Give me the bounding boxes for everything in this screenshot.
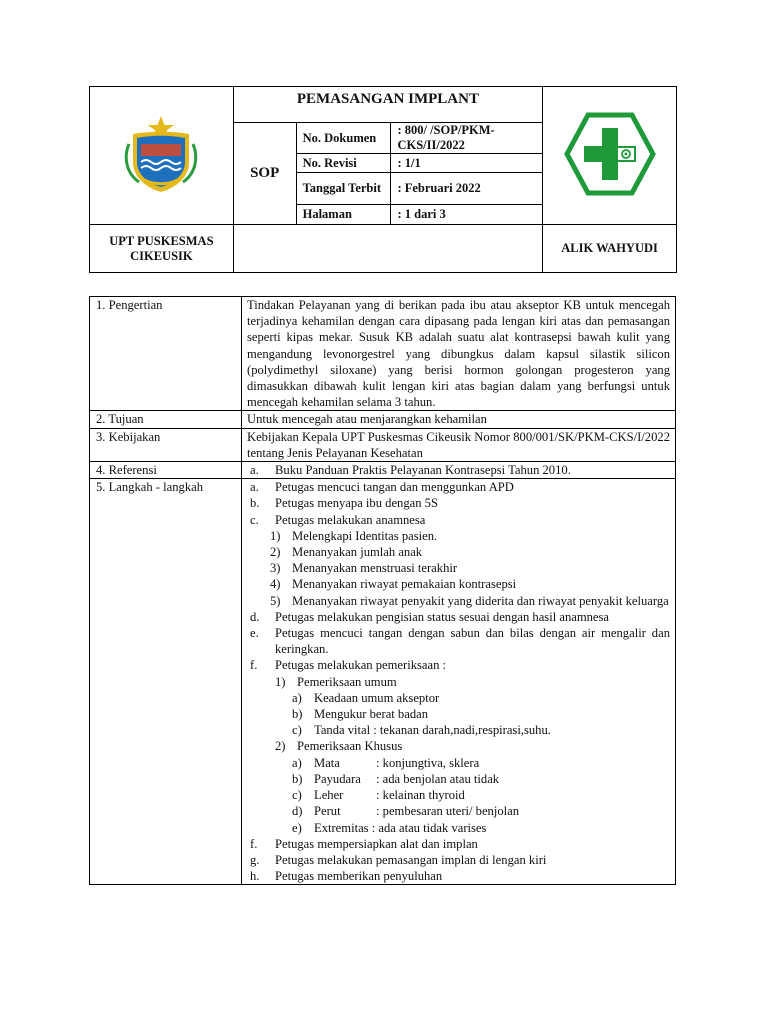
list-item — [247, 657, 670, 673]
list-item — [247, 738, 670, 754]
list-text: Menanyakan menstruasi terakhir — [292, 561, 458, 576]
district-crest-icon — [119, 114, 203, 194]
exam-value: : konjungtiva, sklera — [376, 755, 480, 770]
list-item — [247, 462, 670, 478]
exam-name: Perut — [314, 804, 341, 819]
list-item — [247, 690, 670, 706]
list-item — [247, 544, 670, 560]
row-tujuan — [90, 411, 676, 428]
list-text: Menanyakan jumlah anak — [292, 545, 423, 560]
list-item — [247, 852, 670, 868]
list-item — [247, 820, 670, 836]
list-text: Petugas melakukan pemasangan implan di lengan kiri — [275, 852, 547, 867]
right-logo-cell — [543, 87, 677, 225]
row-kebijakan — [90, 428, 676, 461]
list-item — [247, 609, 670, 625]
list-label: 5) — [270, 593, 281, 608]
row-key-langkah: 5. Langkah - langkah — [90, 479, 242, 885]
list-label: 2) — [275, 739, 286, 754]
puskesmas-cross-logo-icon — [564, 111, 656, 197]
list-item — [247, 512, 670, 528]
list-item — [247, 593, 670, 609]
list-item — [247, 479, 670, 495]
list-text: Buku Panduan Praktis Pelayanan Kontrasepsi Tahun 2010. — [275, 463, 571, 478]
list-item — [247, 771, 670, 787]
list-text: Petugas mempersiapkan alat dan implan — [275, 836, 478, 851]
list-text: Menanyakan riwayat penyakit yang diderita dan riwayat penyakit keluarga — [292, 593, 669, 608]
meta-key-no-dokumen: No. Dokumen — [296, 123, 391, 154]
list-label: b) — [292, 771, 303, 786]
list-item — [247, 836, 670, 852]
left-logo-cell — [90, 87, 234, 225]
blank-cell — [233, 225, 542, 273]
meta-value-no-dokumen: : 800/ /SOP/PKM-CKS/II/2022 — [391, 123, 543, 154]
tujuan-text: Untuk mencegah atau menjarangkan kehamilan — [242, 411, 676, 428]
list-text: Petugas melakukan anamnesa — [275, 512, 426, 527]
list-label: b) — [292, 707, 303, 722]
list-label: 4) — [270, 577, 281, 592]
exam-name: Payudara — [314, 771, 361, 786]
sop-content-table — [89, 296, 676, 885]
list-label: d. — [250, 609, 260, 624]
list-label: f. — [250, 836, 258, 851]
exam-name: Leher — [314, 788, 344, 803]
list-label: a. — [250, 480, 259, 495]
list-label: a) — [292, 755, 302, 770]
meta-value-halaman: : 1 dari 3 — [391, 205, 543, 225]
meta-key-no-revisi: No. Revisi — [296, 154, 391, 173]
sop-header-table — [89, 86, 677, 273]
meta-value-no-revisi: : 1/1 — [391, 154, 543, 173]
exam-value: : pembesaran uteri/ benjolan — [376, 804, 520, 819]
list-text: Petugas mencuci tangan dan menggunkan APD — [275, 480, 514, 495]
list-label: 1) — [270, 528, 281, 543]
row-pengertian — [90, 297, 676, 411]
list-text: Petugas mencuci tangan dengan sabun dan bilas dengan air mengalir dan keringkan. — [275, 626, 670, 657]
list-label: 1) — [275, 674, 286, 689]
row-key-kebijakan: 3. Kebijakan — [90, 428, 242, 461]
list-text: Petugas memberikan penyuluhan — [275, 869, 443, 884]
list-label: d) — [292, 804, 303, 819]
list-item — [247, 787, 670, 803]
meta-key-halaman: Halaman — [296, 205, 391, 225]
exam-value: : ada atau tidak varises — [371, 820, 487, 835]
list-label: a. — [250, 463, 259, 478]
list-text: Pemeriksaan umum — [297, 674, 397, 689]
sop-label: SOP — [233, 123, 296, 225]
referensi-cell — [242, 462, 676, 479]
list-label: c) — [292, 723, 302, 738]
list-label: b. — [250, 496, 260, 511]
list-item — [247, 528, 670, 544]
row-langkah — [90, 479, 676, 885]
list-text: Pemeriksaan Khusus — [297, 739, 403, 754]
list-text: Melengkapi Identitas pasien. — [292, 528, 438, 543]
list-item — [247, 755, 670, 771]
list-label: f. — [250, 658, 258, 673]
langkah-cell — [242, 479, 676, 885]
list-item — [247, 722, 670, 738]
pengertian-text: Tindakan Pelayanan yang di berikan pada ibu atau akseptor KB untuk mencegah terjadinya kehamilan dengan cara dipasang pada lengan kiri atas dan pemasangan seperti kipas mekar. Susuk KB adalah suatu alat kontrasepsi bawah kulit yang mengandung levonorgestrel yang dibungkus dalam kapsul silastik silicon (polydimethyl siloxane) yang berisi hormon golongan progesteron yang dimasukkan dibawah kulit lengan kiri atas bagian dalam yang berfungsi untuk mencegah kehamilan selama 3 tahun. — [242, 297, 676, 411]
organization-name: UPT PUSKESMAS CIKEUSIK — [90, 225, 234, 273]
list-text: Menanyakan riwayat pemakaian kontrasepsi — [292, 577, 517, 592]
row-key-pengertian: 1. Pengertian — [90, 297, 242, 411]
list-item — [247, 803, 670, 819]
exam-name: Extremitas — [314, 820, 369, 835]
list-item — [247, 706, 670, 722]
list-label: e) — [292, 820, 302, 835]
list-item — [247, 560, 670, 576]
meta-key-tanggal-terbit: Tanggal Terbit — [296, 173, 391, 205]
row-referensi — [90, 462, 676, 479]
exam-name: Mata — [314, 755, 340, 770]
list-item — [247, 495, 670, 511]
list-text: Mengukur berat badan — [314, 707, 429, 722]
list-text: Petugas melakukan pengisian status sesuai dengan hasil anamnesa — [275, 609, 609, 624]
list-label: g. — [250, 852, 260, 867]
list-text: Petugas melakukan pemeriksaan : — [275, 658, 447, 673]
list-item — [247, 674, 670, 690]
exam-value: : ada benjolan atau tidak — [376, 771, 500, 786]
list-item — [247, 625, 670, 657]
meta-value-tanggal-terbit: : Februari 2022 — [391, 173, 543, 205]
list-label: e. — [250, 626, 259, 641]
list-label: c. — [250, 512, 259, 527]
list-text: Petugas menyapa ibu dengan 5S — [275, 496, 438, 511]
list-label: h. — [250, 869, 260, 884]
row-key-tujuan: 2. Tujuan — [90, 411, 242, 428]
row-key-referensi: 4. Referensi — [90, 462, 242, 479]
list-label: 3) — [270, 561, 281, 576]
list-label: a) — [292, 690, 302, 705]
signatory-name: ALIK WAHYUDI — [543, 225, 677, 273]
list-text: Keadaan umum akseptor — [314, 690, 440, 705]
list-label: 2) — [270, 545, 281, 560]
list-item — [247, 868, 670, 884]
exam-value: : kelainan thyroid — [376, 788, 465, 803]
list-text: Tanda vital : tekanan darah,nadi,respirasi,suhu. — [314, 723, 551, 738]
list-label: c) — [292, 788, 302, 803]
document-title: PEMASANGAN IMPLANT — [233, 87, 542, 123]
kebijakan-text: Kebijakan Kepala UPT Puskesmas Cikeusik Nomor 800/001/SK/PKM-CKS/I/2022 tentang Jenis Pelayanan Kesehatan — [242, 428, 676, 461]
list-item — [247, 576, 670, 592]
